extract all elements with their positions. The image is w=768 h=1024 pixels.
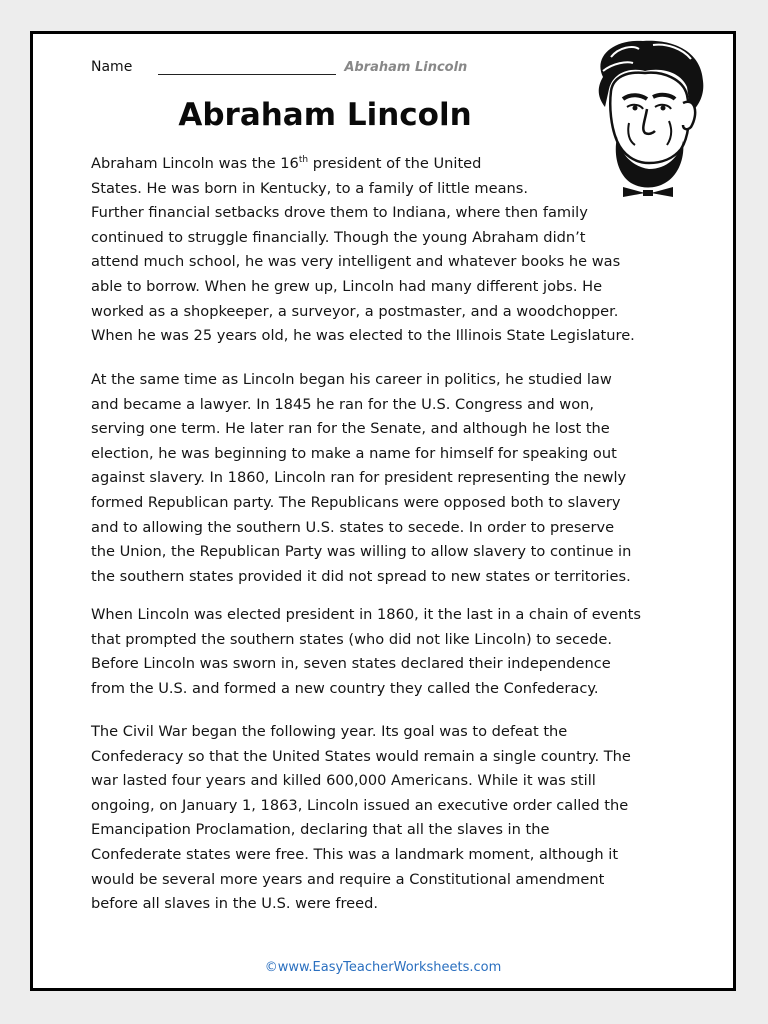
name-row	[91, 51, 467, 75]
name-blank-line	[158, 56, 336, 75]
ordinal-suffix: th	[298, 155, 309, 166]
paragraph-1-part-1: Abraham Lincoln was the 16	[91, 155, 299, 172]
name-label: Name	[91, 59, 133, 75]
worksheet-page	[30, 31, 736, 991]
copyright-footer-link[interactable]: ©www.EasyTeacherWorksheets.com	[264, 960, 502, 975]
worksheet-tag: Abraham Lincoln	[344, 60, 468, 75]
paragraph-2: At the same time as Lincoln began his career in politics, he studied law and became a lawyer. In 1845 he ran for the U.S. Congress and won, serving one term. He later ran for the Senate, and although he lost the election, he was beginning to make a name for himself for speaking out against slavery. In 1860, Lincoln ran for president representing the newly formed Republican party. The Republicans were opposed both to slavery and to allowing the southern U.S. states to secede. In order to preserve the Union, the Republican Party was willing to allow slavery to continue in the southern states provided it did not spread to new states or territories.	[91, 371, 632, 585]
paragraph-1	[91, 152, 681, 349]
paragraph-3: When Lincoln was elected president in 1860, it the last in a chain of events that prompted the southern states (who did not like Lincoln) to secede. Before Lincoln was sworn in, seven states declared their independence from the U.S. and formed a new country they called the Confederacy.	[91, 606, 641, 697]
page-title: Abraham Lincoln	[178, 97, 472, 133]
paragraph-1-part-2: president of the United States. He was born in Kentucky, to a family of little means. Further financial setbacks drove them to Indiana, where then family continued to struggle financially. Though the young Abraham didn’t attend much school, he was very intelligent and whatever books he was able to borrow. When he grew up, Lincoln had many different jobs. He worked as a shopkeeper, a surveyor, a postmaster, and a woodchopper. When he was 25 years old, he was elected to the Illinois State Legislature.	[91, 155, 635, 345]
paragraph-4: The Civil War began the following year. Its goal was to defeat the Confederacy so that the United States would remain a single country. The war lasted four years and killed 600,000 Americans. While it was still ongoing, on January 1, 1863, Lincoln issued an executive order called the Emancipation Proclamation, declaring that all the slaves in the Confederate states were free. This was a landmark moment, although it would be several more years and require a Constitutional amendment before all slaves in the U.S. were freed.	[91, 723, 631, 913]
